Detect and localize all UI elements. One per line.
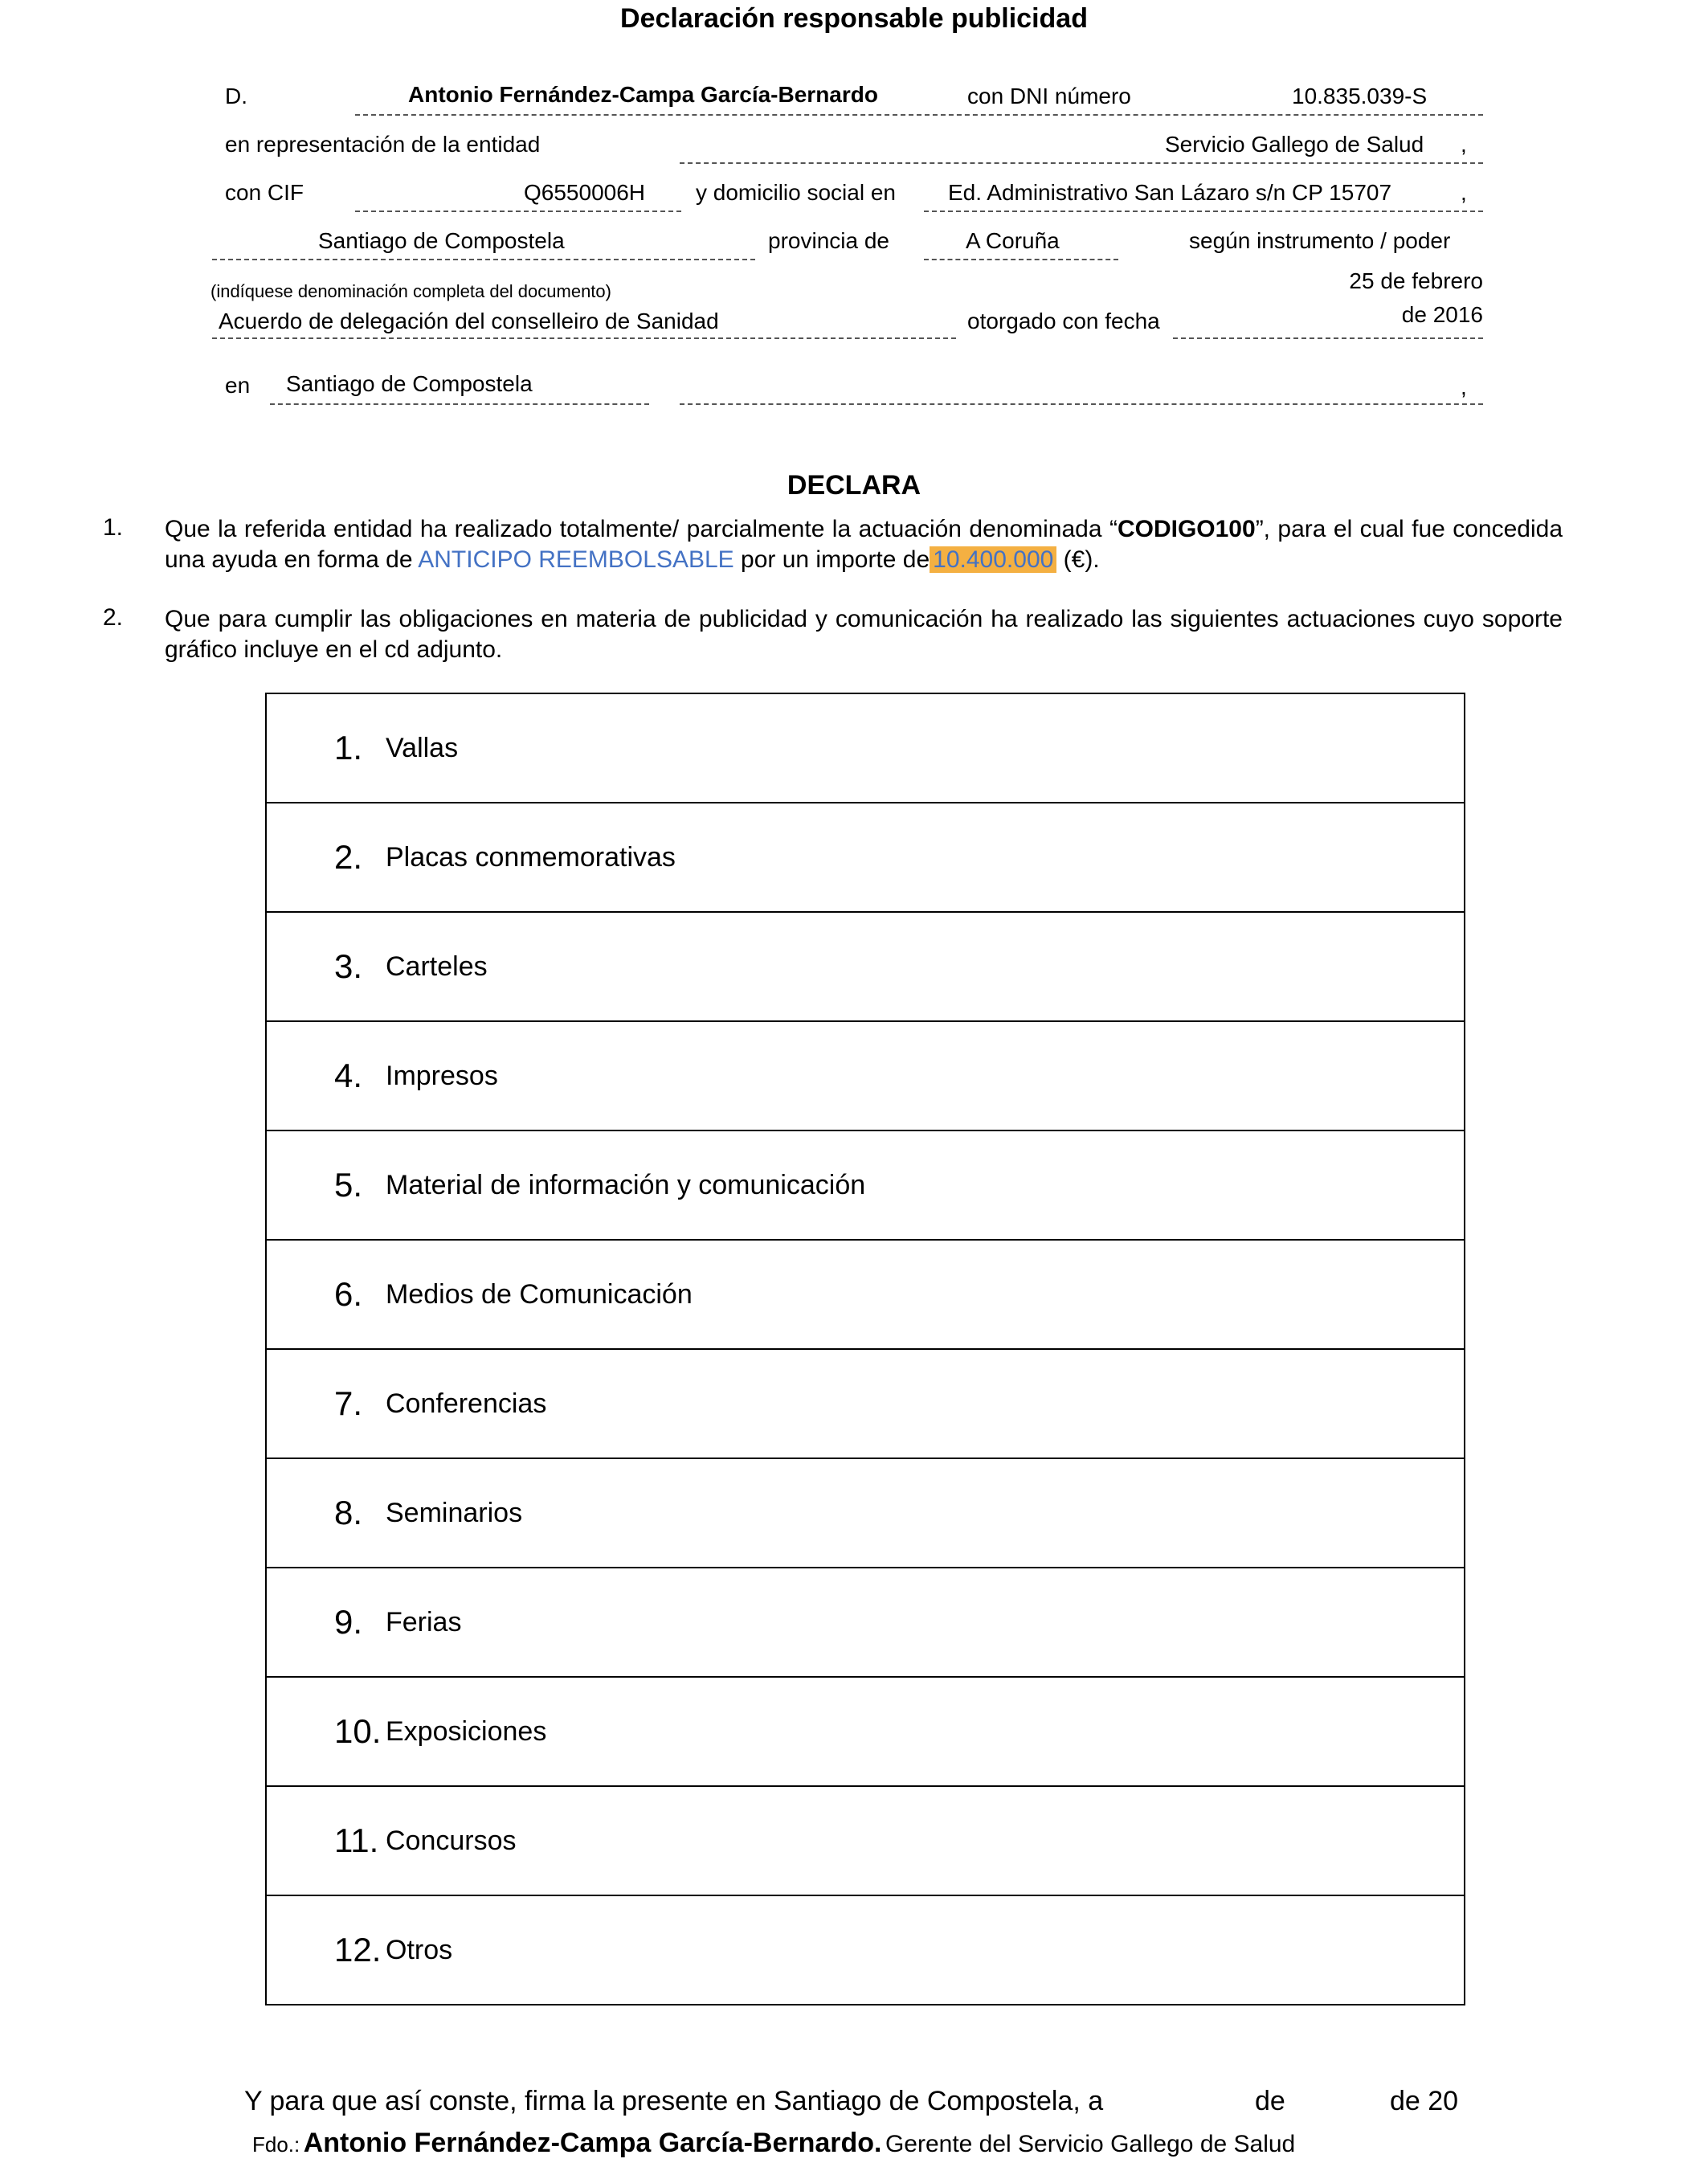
action-label: Concursos [386, 1825, 517, 1856]
action-number: 11. [334, 1821, 379, 1859]
fdo-label: Fdo.: [252, 2132, 300, 2157]
item-2-number: 2. [103, 604, 124, 631]
province-value: A Coruña [966, 228, 1060, 253]
action-number: 12. [334, 1931, 382, 1969]
item-1-number: 1. [103, 514, 124, 541]
grant-date-day: 25 de febrero [1349, 268, 1483, 293]
closing-de-year: de 20 [1390, 2086, 1459, 2116]
actions-table [265, 693, 1465, 2005]
city-line [212, 259, 755, 260]
domicile-line [924, 211, 1483, 212]
action-label: Otros [386, 1934, 453, 1965]
action-number: 8. [334, 1494, 363, 1531]
action-label: Ferias [386, 1606, 462, 1637]
entity-line [680, 162, 1483, 164]
table-row [266, 1568, 1465, 1677]
domicile-value: Ed. Administrativo San Lázaro s/n CP 15707 [948, 180, 1392, 205]
table-row [266, 1240, 1465, 1349]
province-line [924, 259, 1118, 260]
place-value: Santiago de Compostela [286, 371, 533, 396]
table-row [266, 912, 1465, 1021]
action-number: 7. [334, 1384, 363, 1422]
place-line [270, 403, 649, 405]
action-label: Material de información y comunicación [386, 1169, 866, 1200]
table-row [266, 1349, 1465, 1458]
action-number: 5. [334, 1166, 363, 1204]
table-row [266, 803, 1465, 912]
item-1-part: ”, para el cual fue concedida una ayuda en forma de [165, 516, 1563, 573]
action-label: Placas conmemorativas [386, 841, 676, 873]
comma: , [1461, 374, 1467, 399]
table-row [266, 1458, 1465, 1568]
action-label: Vallas [386, 732, 459, 763]
comma: , [1461, 132, 1467, 157]
action-number: 9. [334, 1603, 363, 1641]
date-line [1173, 337, 1483, 339]
signature-line [252, 2128, 1295, 2159]
action-number: 6. [334, 1275, 363, 1313]
table-row [266, 1021, 1465, 1130]
item-2-text: Que para cumplir las obligaciones en materia de publicidad y comunicación ha realizado las siguientes actuaciones cuyo soporte gráfico incluye en el cd adjunto. [165, 606, 1563, 663]
document-note: (indíquese denominación completa del documento) [210, 281, 611, 301]
action-label: Impresos [386, 1060, 498, 1091]
comma: , [1461, 180, 1467, 205]
signer-name: Antonio Fernández-Campa García-Bernardo. [303, 2128, 882, 2158]
instrument-label: según instrumento / poder [1189, 228, 1451, 253]
dni-value: 10.835.039-S [1292, 84, 1428, 108]
action-number: 1. [334, 729, 363, 767]
declarant-name: Antonio Fernández-Campa García-Bernardo [408, 82, 878, 107]
city-value: Santiago de Compostela [318, 228, 565, 253]
action-label: Exposiciones [386, 1715, 547, 1747]
representation-label: en representación de la entidad [225, 132, 541, 157]
item-1-part: Que la referida entidad ha realizado totalmente/ parcialmente la actuación denominada “ [165, 516, 1118, 542]
item-1-part: por un importe de [733, 546, 930, 573]
table-row [266, 1677, 1465, 1786]
action-code: CODIGO100 [1117, 516, 1256, 542]
item-1-part: (€). [1056, 546, 1100, 573]
d-label: D. [225, 84, 247, 108]
cif-value: Q6550006H [524, 180, 646, 205]
action-number: 4. [334, 1057, 363, 1094]
en-label: en [225, 373, 251, 398]
action-label: Medios de Comunicación [386, 1278, 693, 1310]
aid-type: ANTICIPO REEMBOLSABLE [418, 546, 734, 573]
page-title: Declaración responsable publicidad [620, 3, 1088, 34]
dni-label: con DNI número [967, 84, 1131, 108]
closing-text: Y para que así conste, firma la presente en Santiago de Compostela, a [244, 2086, 1104, 2116]
action-label: Seminarios [386, 1497, 523, 1528]
table-row [266, 1895, 1465, 2005]
action-label: Conferencias [386, 1388, 547, 1419]
document-line [212, 337, 956, 339]
action-number: 3. [334, 947, 363, 985]
signer-role: Gerente del Servicio Gallego de Salud [885, 2131, 1296, 2157]
granted-label: otorgado con fecha [967, 309, 1160, 333]
table-row [266, 1130, 1465, 1240]
closing-de: de [1255, 2086, 1285, 2116]
table-row [266, 1786, 1465, 1895]
province-label: provincia de [768, 228, 889, 253]
name-dni-line [355, 114, 1483, 116]
domicile-label: y domicilio social en [696, 180, 896, 205]
cif-line [355, 211, 681, 212]
item-1-text [165, 514, 1563, 575]
table-row [266, 693, 1465, 803]
place-extra-line [680, 403, 1483, 405]
declara-heading: DECLARA [787, 470, 921, 501]
cif-label: con CIF [225, 180, 304, 205]
action-label: Carteles [386, 951, 488, 982]
action-number: 2. [334, 838, 363, 876]
document-value: Acuerdo de delegación del conselleiro de Sanidad [219, 309, 719, 333]
entity-value: Servicio Gallego de Salud [1165, 132, 1424, 157]
grant-date-year: de 2016 [1401, 302, 1483, 327]
aid-amount: 10.400.000 [930, 546, 1056, 573]
action-number: 10. [334, 1712, 382, 1750]
